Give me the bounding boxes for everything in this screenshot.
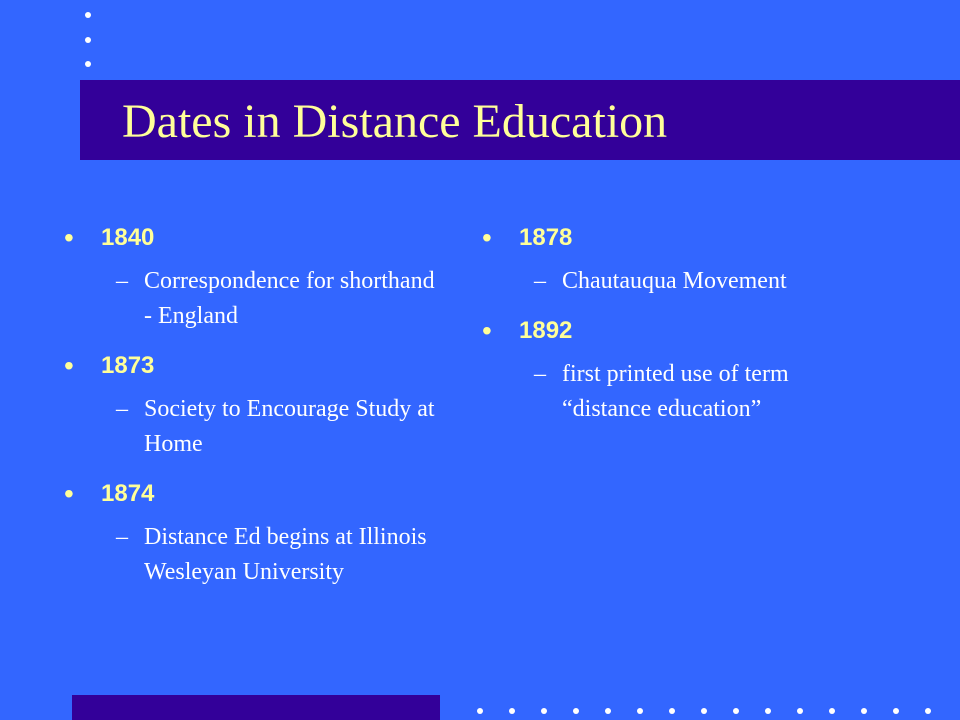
timeline-entry	[64, 346, 444, 462]
timeline-entry	[482, 218, 882, 299]
bullet: •	[482, 222, 492, 253]
decor-dot	[669, 708, 675, 714]
dash: –	[116, 268, 128, 294]
timeline-entry	[64, 218, 444, 334]
decor-dot	[85, 37, 91, 43]
entry-year: 1873	[101, 352, 155, 379]
decor-dot	[477, 708, 483, 714]
entry-year: 1892	[519, 317, 573, 344]
decor-dot	[797, 708, 803, 714]
decor-dot	[733, 708, 739, 714]
decor-dot	[573, 708, 579, 714]
entry-year: 1878	[519, 224, 573, 251]
slide-title: Dates in Distance Education	[122, 95, 668, 148]
bullet: •	[64, 222, 74, 253]
entry-description: Society to Encourage Study at Home	[144, 396, 435, 457]
decor-dot	[925, 708, 931, 714]
decor-dot	[85, 12, 91, 18]
decor-dot	[637, 708, 643, 714]
decor-dot	[541, 708, 547, 714]
timeline-entry	[482, 311, 882, 427]
bullet: •	[64, 350, 74, 381]
decor-dot	[605, 708, 611, 714]
dash: –	[116, 396, 128, 422]
bullet: •	[64, 478, 74, 509]
right-column	[482, 218, 882, 439]
bottom-bar	[72, 695, 440, 720]
decor-dot	[509, 708, 515, 714]
decor-dot	[893, 708, 899, 714]
entry-description: first printed use of term “distance education”	[562, 361, 789, 422]
dash: –	[116, 524, 128, 550]
timeline-entry	[64, 474, 444, 590]
decor-dot	[861, 708, 867, 714]
left-column	[64, 218, 444, 602]
entry-description: Correspondence for shorthand - England	[144, 268, 435, 329]
decor-dot	[765, 708, 771, 714]
dash: –	[534, 268, 546, 294]
decor-dot	[85, 61, 91, 67]
entry-description: Distance Ed begins at Illinois Wesleyan University	[144, 524, 427, 585]
entry-description: Chautauqua Movement	[562, 268, 787, 294]
decor-dot	[829, 708, 835, 714]
entry-year: 1840	[101, 224, 155, 251]
dash: –	[534, 361, 546, 387]
decor-dot	[701, 708, 707, 714]
entry-year: 1874	[101, 480, 155, 507]
bullet: •	[482, 315, 492, 346]
